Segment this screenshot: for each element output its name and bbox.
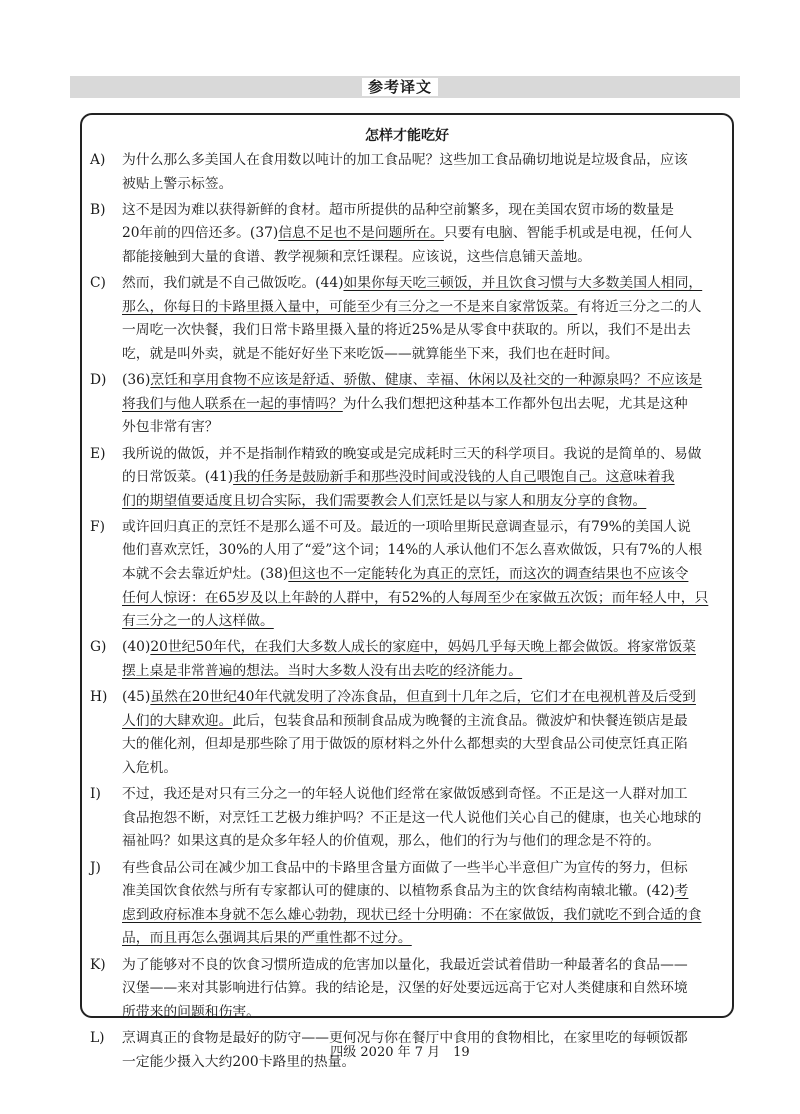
paragraph-text (122, 202, 692, 265)
paragraph (90, 954, 720, 1025)
paragraph-label: J) (90, 859, 101, 876)
paragraph-text (122, 519, 708, 629)
underlined-answer-text: 20世纪50年代，在我们大多数人成长的家庭中，妈妈几乎每天晚上都会做饭。将家常饭菜 摆上桌是非常普遍的想法。当时大多数人没有出去吃的经济能力。 (122, 639, 696, 680)
text-segment: 或许回归真正的烹饪不是那么遥不可及。最近的一项哈里斯民意调查显示，有79%的美国人说 他们喜欢烹饪，30%的人用了“爱”这个词；14%的人承认他们不怎么喜欢做饭，只有7%的人根 本就不会去靠近炉灶。(38) (122, 518, 703, 583)
text-segment: 此后，包装食品和预制食品成为晚餐的主流食品。微波炉和快餐连锁店是最 大的催化剂，但却是那些除了用于做饭的原材料之外什么都想卖的大型食品公司使烹饪真正陷 入危机。 (122, 712, 688, 776)
paragraph (90, 443, 720, 514)
section-header-title: 参考译文 (362, 78, 438, 96)
paragraph (90, 636, 720, 683)
underlined-answer-text: 我的任务是鼓励新手和那些没时间或没钱的人自己喂饱自己。这意味着我 们的期望值要适度且切合实际，我们需要教会人们烹饪是以与家人和朋友分享的食物。 (122, 469, 675, 509)
paragraph (90, 516, 720, 634)
paragraph-text (122, 786, 701, 849)
paragraph-label: A) (90, 152, 106, 168)
paragraph (90, 369, 720, 440)
paragraph-label: L) (90, 1029, 105, 1046)
paragraph-label: K) (90, 956, 106, 973)
text-segment: 不过，我还是对只有三分之一的年轻人说他们经常在家做饭感到奇怪。不正是这一人群对加工 食品抱怨不断，对烹饪工艺极力维护吗？不正是这一代人说他们关心自己的健康，也关心地球的 福祉吗？如果这真的是众多年轻人的价值观，那么，他们的行为与他们的理念是不符的。 (122, 786, 702, 850)
paragraph (90, 149, 720, 196)
paragraph (90, 199, 720, 270)
text-segment: 烹调真正的食物是最好的防守——更何况与你在餐厅中食用的食物相比，在家里吃的每顿饭都 一定能少摄入大约200卡路里的热量。 (122, 1029, 688, 1070)
underlined-answer-text: 考 虑到政府标准本身就不怎么雄心勃勃，现状已经十分明确：不在家做饭，我们就吃不到合适的食 品，而且再怎么强调其后果的严重性都不过分。 (122, 883, 702, 947)
text-segment: 为什么我们想把这种基本工作都外包出去呢，尤其是这种 外包非常有害？ (122, 395, 688, 436)
paragraph-text (122, 860, 701, 947)
paragraph-label: B) (90, 201, 106, 218)
paragraph (90, 272, 720, 366)
underlined-answer-text: 但这也不一定能转化为真正的烹饪，而这次的调查结果也不应该令 任何人惊讶：在65岁及以上年龄的人群中，有52%的人每周至少在家做五次饭；而年轻人中，只 有三分之一的人这样做。 (122, 566, 709, 630)
paragraph-text (122, 957, 688, 1020)
article-title: 怎样才能吃好 (365, 128, 449, 144)
paragraph (90, 857, 720, 951)
paragraph-text (122, 689, 696, 776)
text-segment: (36) (122, 372, 151, 389)
paragraph-label: H) (90, 689, 108, 706)
paragraph-text (122, 152, 688, 192)
text-segment: 有些食品公司在减少加工食品中的卡路里含量方面做了一些半心半意但广为宣传的努力，但标 准美国饮食依然与所有专家都认可的健康的、以植物系食品为主的饮食结构南辕北辙。(42) (122, 859, 688, 900)
text-segment: 我所说的做饭，并不是指制作精致的晚宴或是完成耗时三天的科学项目。我说的是简单的、易做 的日常饭菜。(41) (122, 445, 702, 486)
paragraph-text (122, 639, 696, 679)
text-segment: 有将近三分之二的人 一周吃一次快餐，我们日常卡路里摄入量的将近25%是从零食中获取的。所以，我们不是出去 吃，就是叫外卖，就是不能好好坐下来吃饭——就算能坐下来，我们也在赶时间。 (122, 298, 702, 362)
paragraph-text (122, 275, 702, 362)
underlined-answer-text: 虽然在20世纪40年代就发明了冷冻食品，但直到十几年之后，它们才在电视机普及后受到 人们的大肆欢迎。 (122, 689, 696, 729)
paragraph-label: F) (90, 518, 105, 535)
text-segment: (40) (122, 639, 151, 656)
underlined-answer-text: 烹饪和享用食物不应该是舒适、骄傲、健康、幸福、休闲以及社交的一种源泉吗？不应该是 将我们与他人联系在一起的事情吗？ (122, 372, 703, 412)
page-footer: 四级 2020 年 7 月 19 (330, 1045, 470, 1060)
paragraph-label: C) (90, 275, 106, 292)
paragraph-text (122, 446, 701, 509)
article-body (90, 149, 720, 1077)
text-segment: (45) (122, 689, 151, 706)
paragraph-text (122, 372, 702, 435)
paragraph-label: G) (90, 639, 107, 656)
paragraph (90, 686, 720, 780)
paragraph-label: E) (90, 445, 106, 462)
section-header (0, 76, 800, 98)
paragraph-label: I) (90, 786, 101, 803)
underlined-answer-text: 如果你每天吃三顿饭，并且饮食习惯与大多数美国人相同， 那么，你每日的卡路里摄入量中，可能至少有三分之一不是来自家常饭菜。 (122, 275, 703, 315)
underlined-answer-text: 信息不足也不是问题所在。 (278, 225, 444, 242)
paragraph (90, 783, 720, 854)
paragraph-label: D) (90, 372, 107, 389)
text-segment: 只要有电脑、智能手机或是电视，任何人 都能接触到大量的食谱、教学视频和烹饪课程。应该说，这些信息铺天盖地。 (122, 225, 693, 265)
text-segment: 为什么那么多美国人在食用数以吨计的加工食品呢？这些加工食品确切地说是垃圾食品，应该 被贴上警示标签。 (122, 152, 688, 192)
text-segment: 然而，我们就是不自己做饭吃。(44) (122, 275, 344, 292)
text-segment: 为了能够对不良的饮食习惯所造成的危害加以量化，我最近尝试着借助一种最著名的食品—— 汉堡——来对其影响进行估算。我的结论是，汉堡的好处要远远高于它对人类健康和自然环境 所带来的问题和伤害。 (122, 956, 688, 1020)
text-segment: 这不是因为难以获得新鲜的食材。超市所提供的品种空前繁多，现在美国农贸市场的数量是 20年前的四倍还多。(37) (122, 201, 674, 242)
